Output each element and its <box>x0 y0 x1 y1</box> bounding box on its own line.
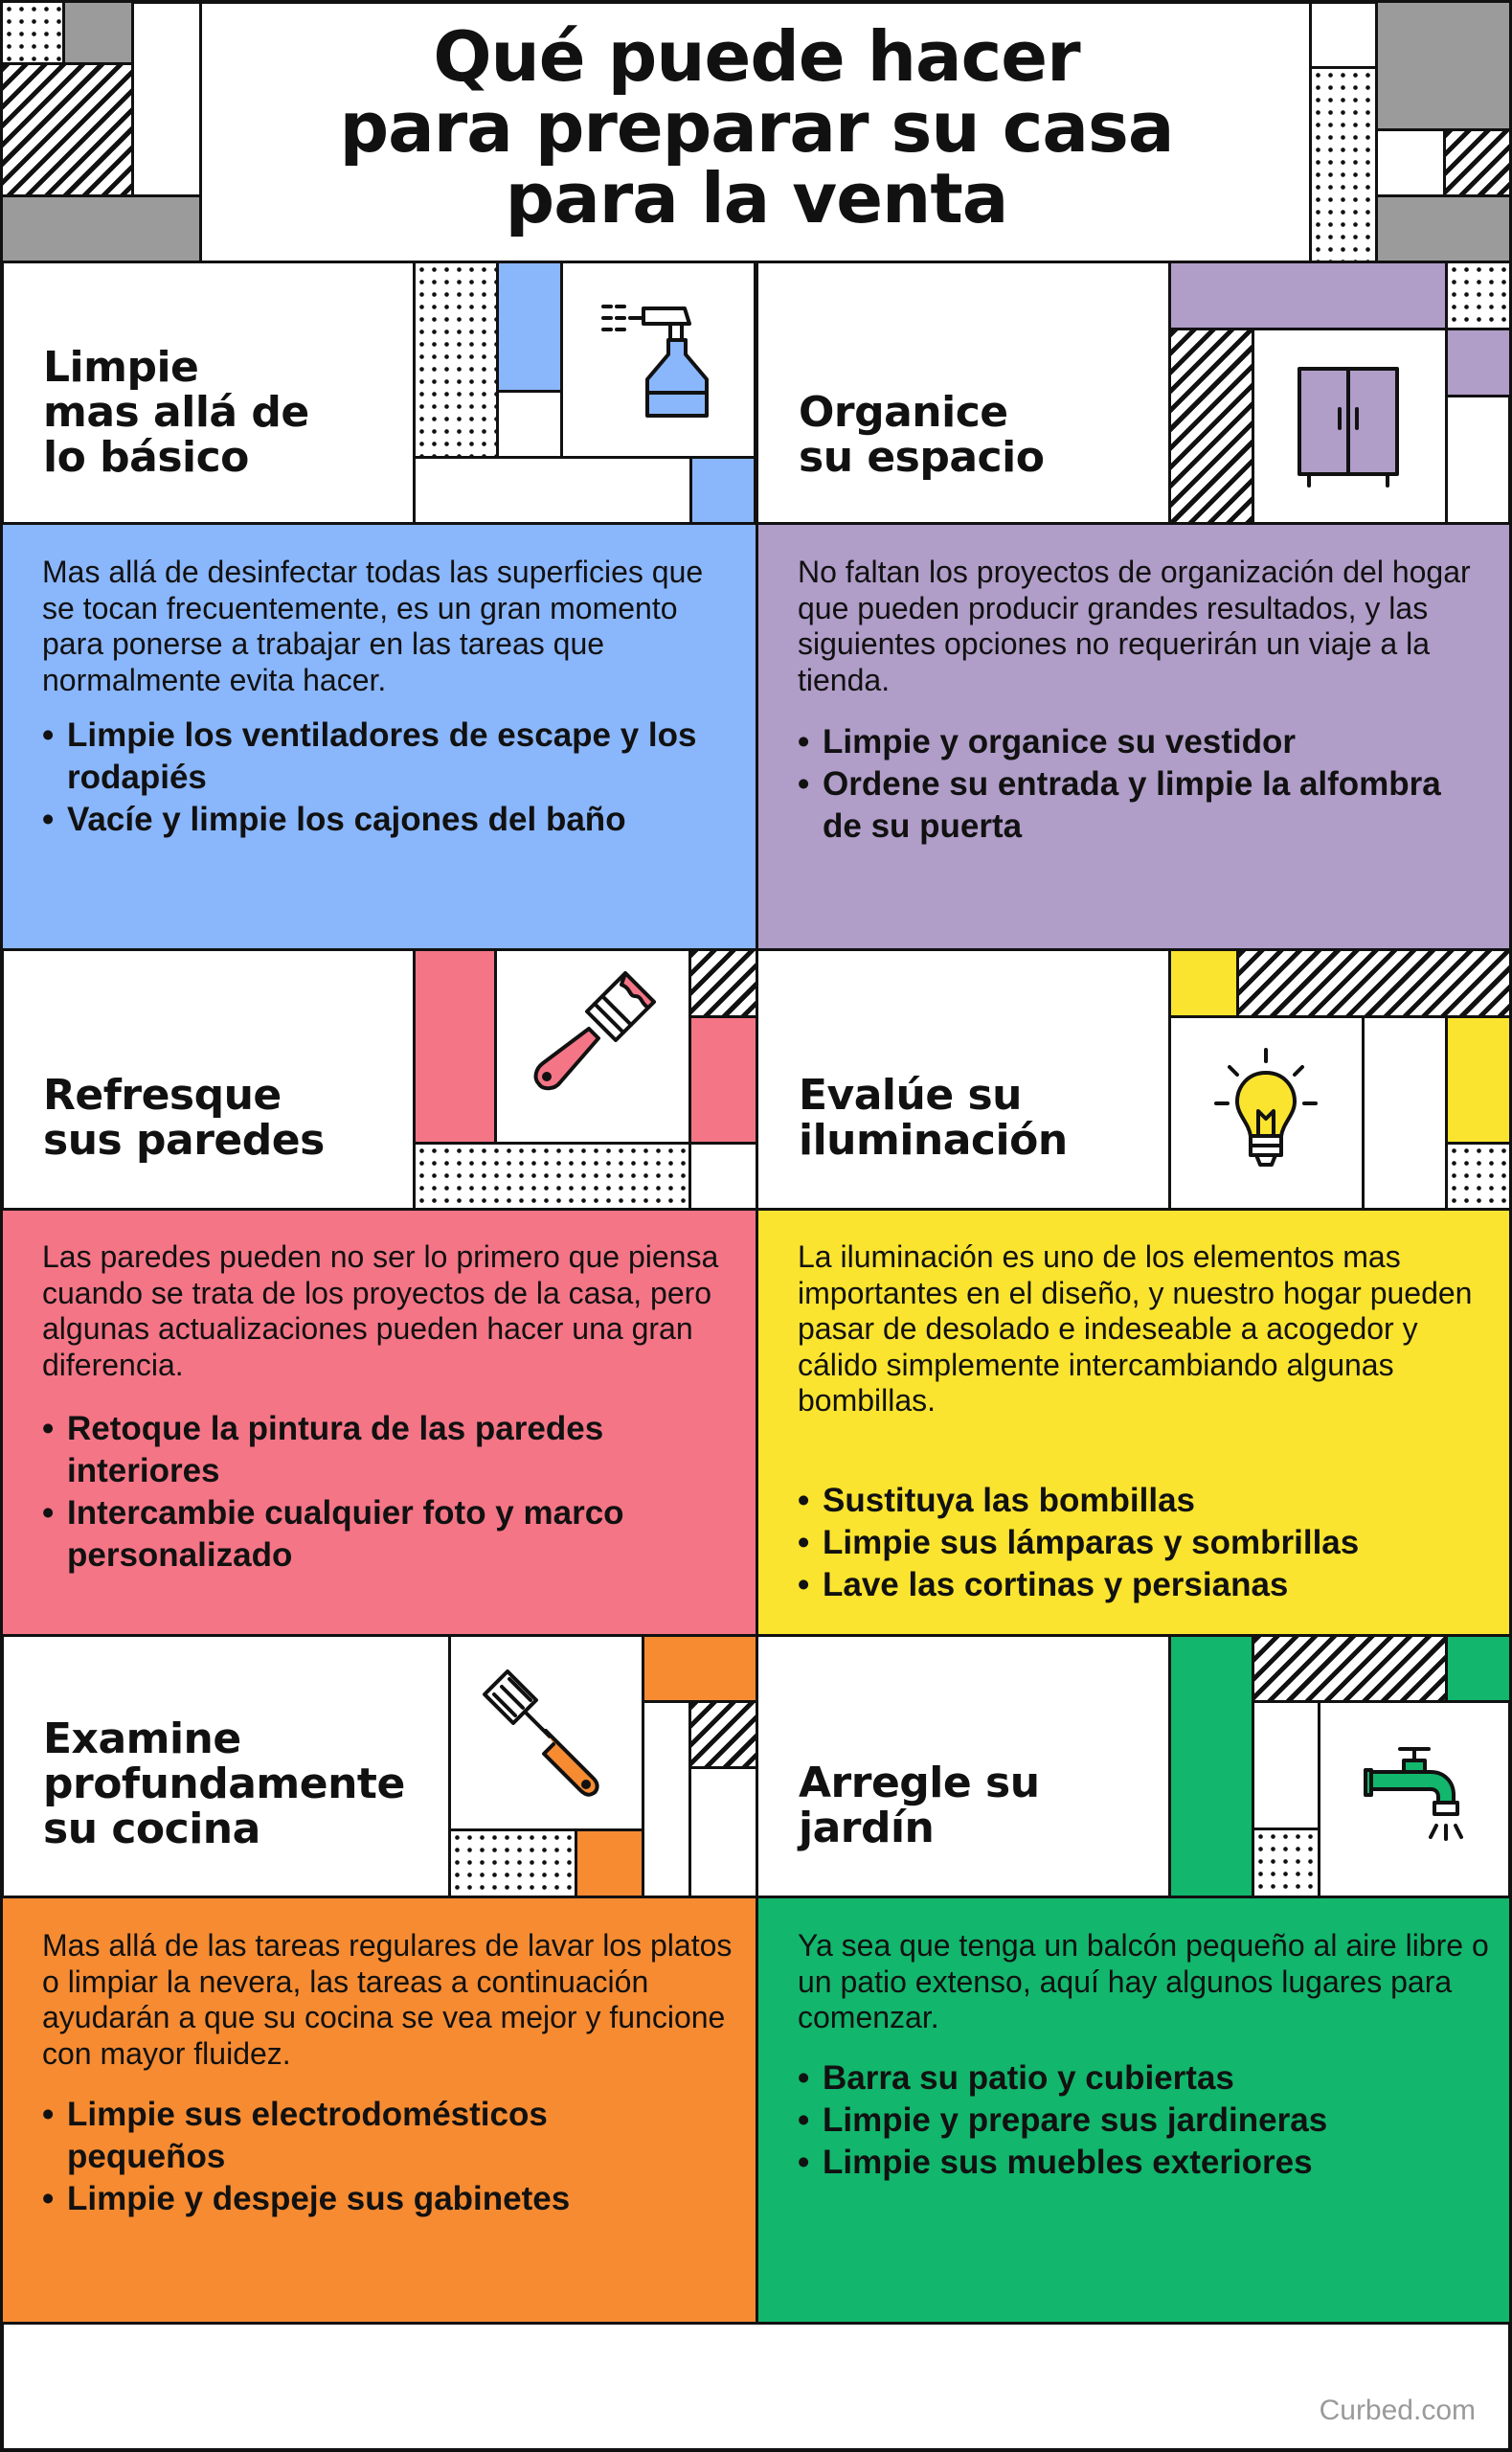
bullet-item: • Limpie y prepare sus jardineras <box>798 2100 1487 2142</box>
section-text: No faltan los proyectos de organización del hogar que pueden producir grandes resultados, y las siguientes opciones no requerirán un viaje a la tienda. <box>798 555 1471 697</box>
bullet-list <box>42 715 712 841</box>
section-text: Las paredes pueden no ser lo primero que piensa cuando se trata de los proyectos de la casa, pero algunas actualizaciones pueden hacer una gran diferencia. <box>42 1239 719 1382</box>
decor-white <box>1309 0 1378 69</box>
decor-white <box>688 1142 758 1211</box>
decor-hatch <box>1168 328 1254 525</box>
heading-line: lo básico <box>43 433 249 482</box>
section-heading <box>799 1760 1040 1850</box>
decor-green <box>1168 1634 1254 1898</box>
heading-line: Organice <box>799 388 1008 437</box>
decor-grey <box>62 0 134 65</box>
decor-blue <box>689 456 756 525</box>
decor-yellow <box>1445 1015 1512 1145</box>
bullet-item: • Ordene su entrada y limpie la alfombra de su puerta <box>798 763 1468 848</box>
heading-line: iluminación <box>799 1116 1068 1165</box>
decor-dots <box>1445 261 1512 330</box>
spray-bottle-icon <box>594 287 728 431</box>
heading-line: Arregle su <box>799 1759 1040 1807</box>
decor-white <box>413 456 692 525</box>
section-heading <box>799 390 1044 480</box>
decor-pink <box>413 948 497 1145</box>
bullet-item: • Limpie sus lámparas y sombrillas <box>798 1522 1487 1564</box>
bullet-list <box>798 2057 1487 2184</box>
page-title <box>201 16 1312 238</box>
decor-orange <box>575 1828 644 1898</box>
heading-line: profundamente <box>43 1760 405 1808</box>
heading-line: Refresque <box>43 1071 282 1120</box>
decor-dots <box>1252 1828 1320 1898</box>
heading-line: mas allá de <box>43 388 309 437</box>
decor-green <box>1445 1634 1512 1703</box>
decor-dots <box>413 1142 691 1211</box>
bullet-item: • Intercambie cualquier foto y marco personalizado <box>42 1492 703 1577</box>
decor-pink <box>688 1015 758 1145</box>
heading-line: su espacio <box>799 433 1045 482</box>
bullet-item: • Lave las cortinas y persianas <box>798 1564 1487 1606</box>
decor-grey <box>1375 194 1512 263</box>
bullet-item: • Limpie los ventiladores de escape y los rodapiés <box>42 715 712 799</box>
bullet-item: • Sustituya las bombillas <box>798 1480 1487 1522</box>
title-line: Qué puede hacer <box>433 16 1080 97</box>
decor-hatch <box>1252 1634 1448 1703</box>
bullet-item: • Limpie y despeje sus gabinetes <box>42 2178 703 2220</box>
decor-white <box>496 390 563 459</box>
decor-grey <box>1375 0 1512 131</box>
heading-line: su cocina <box>43 1805 260 1853</box>
decor-grey <box>0 194 202 263</box>
decor-dots <box>448 1828 577 1898</box>
section-heading <box>799 1073 1068 1163</box>
light-bulb-icon <box>1208 1044 1323 1178</box>
heading-line: Evalúe su <box>799 1071 1023 1120</box>
cabinet-icon <box>1288 359 1412 493</box>
spatula-icon <box>469 1662 622 1815</box>
bullet-item: • Limpie sus muebles exteriores <box>798 2142 1487 2184</box>
decor-blue <box>496 261 563 393</box>
decor-hatch <box>688 948 758 1018</box>
bullet-item: • Barra su patio y cubiertas <box>798 2057 1487 2100</box>
bullet-list <box>42 1408 703 1577</box>
decor-white <box>1252 1700 1320 1830</box>
decor-hatch <box>1443 128 1512 197</box>
decor-yellow <box>1168 948 1239 1018</box>
source-credit: Curbed.com <box>1319 2395 1476 2426</box>
decor-dots <box>1445 1142 1512 1211</box>
decor-orange <box>642 1634 758 1703</box>
faucet-icon <box>1358 1743 1492 1858</box>
heading-line: Examine <box>43 1714 241 1763</box>
bullet-item: • Retoque la pintura de las paredes interiores <box>42 1408 703 1492</box>
bullet-item: • Vacíe y limpie los cajones del baño <box>42 799 712 841</box>
decor-hatch <box>1236 948 1512 1018</box>
section-heading <box>43 345 309 480</box>
heading-line: Limpie <box>43 343 199 392</box>
decor-dots <box>413 261 499 459</box>
title-line: para preparar su casa <box>339 87 1174 168</box>
bullet-list <box>798 721 1468 848</box>
decor-purple <box>1168 261 1448 330</box>
decor-dots <box>1309 66 1378 263</box>
section-text: Mas allá de desinfectar todas las superficies que se tocan frecuentemente, es un gran momento para ponerse a trabajar en las tareas que normalmente evita hacer. <box>42 555 704 697</box>
section-heading <box>43 1073 325 1163</box>
decor-white <box>131 0 202 197</box>
decor-hatch <box>0 62 134 197</box>
title-line: para la venta <box>505 158 1008 238</box>
bullet-list <box>42 2094 703 2220</box>
bullet-list <box>798 1480 1487 1606</box>
section-text: Mas allá de las tareas regulares de lavar los platos o limpiar la nevera, las tareas a continuación ayudarán a que su cocina se vea mejor y funcione con mayor fluidez. <box>42 1928 733 2071</box>
bullet-item: • Limpie y organice su vestidor <box>798 721 1468 763</box>
decor-white <box>1445 395 1512 525</box>
heading-line: jardín <box>799 1804 935 1852</box>
section-text: La iluminación es uno de los elementos mas importantes en el diseño, y nuestro hogar pueden pasar de desolado e indeseable a acogedor y cálido simplemente intercambiando algunas bombillas. <box>798 1239 1473 1418</box>
decor-white <box>1362 1015 1448 1211</box>
bullet-item: • Limpie sus electrodomésticos pequeños <box>42 2094 703 2178</box>
decor-white <box>1375 128 1446 197</box>
heading-line: sus paredes <box>43 1116 325 1165</box>
decor-hatch <box>688 1700 758 1769</box>
section-heading <box>43 1716 405 1851</box>
paintbrush-icon <box>522 967 666 1121</box>
decor-white <box>688 1766 758 1898</box>
decor-purple <box>1445 328 1512 397</box>
section-text: Ya sea que tenga un balcón pequeño al aire libre o un patio extenso, aquí hay algunos lugares para comenzar. <box>798 1928 1489 2034</box>
decor-dots <box>0 0 65 65</box>
